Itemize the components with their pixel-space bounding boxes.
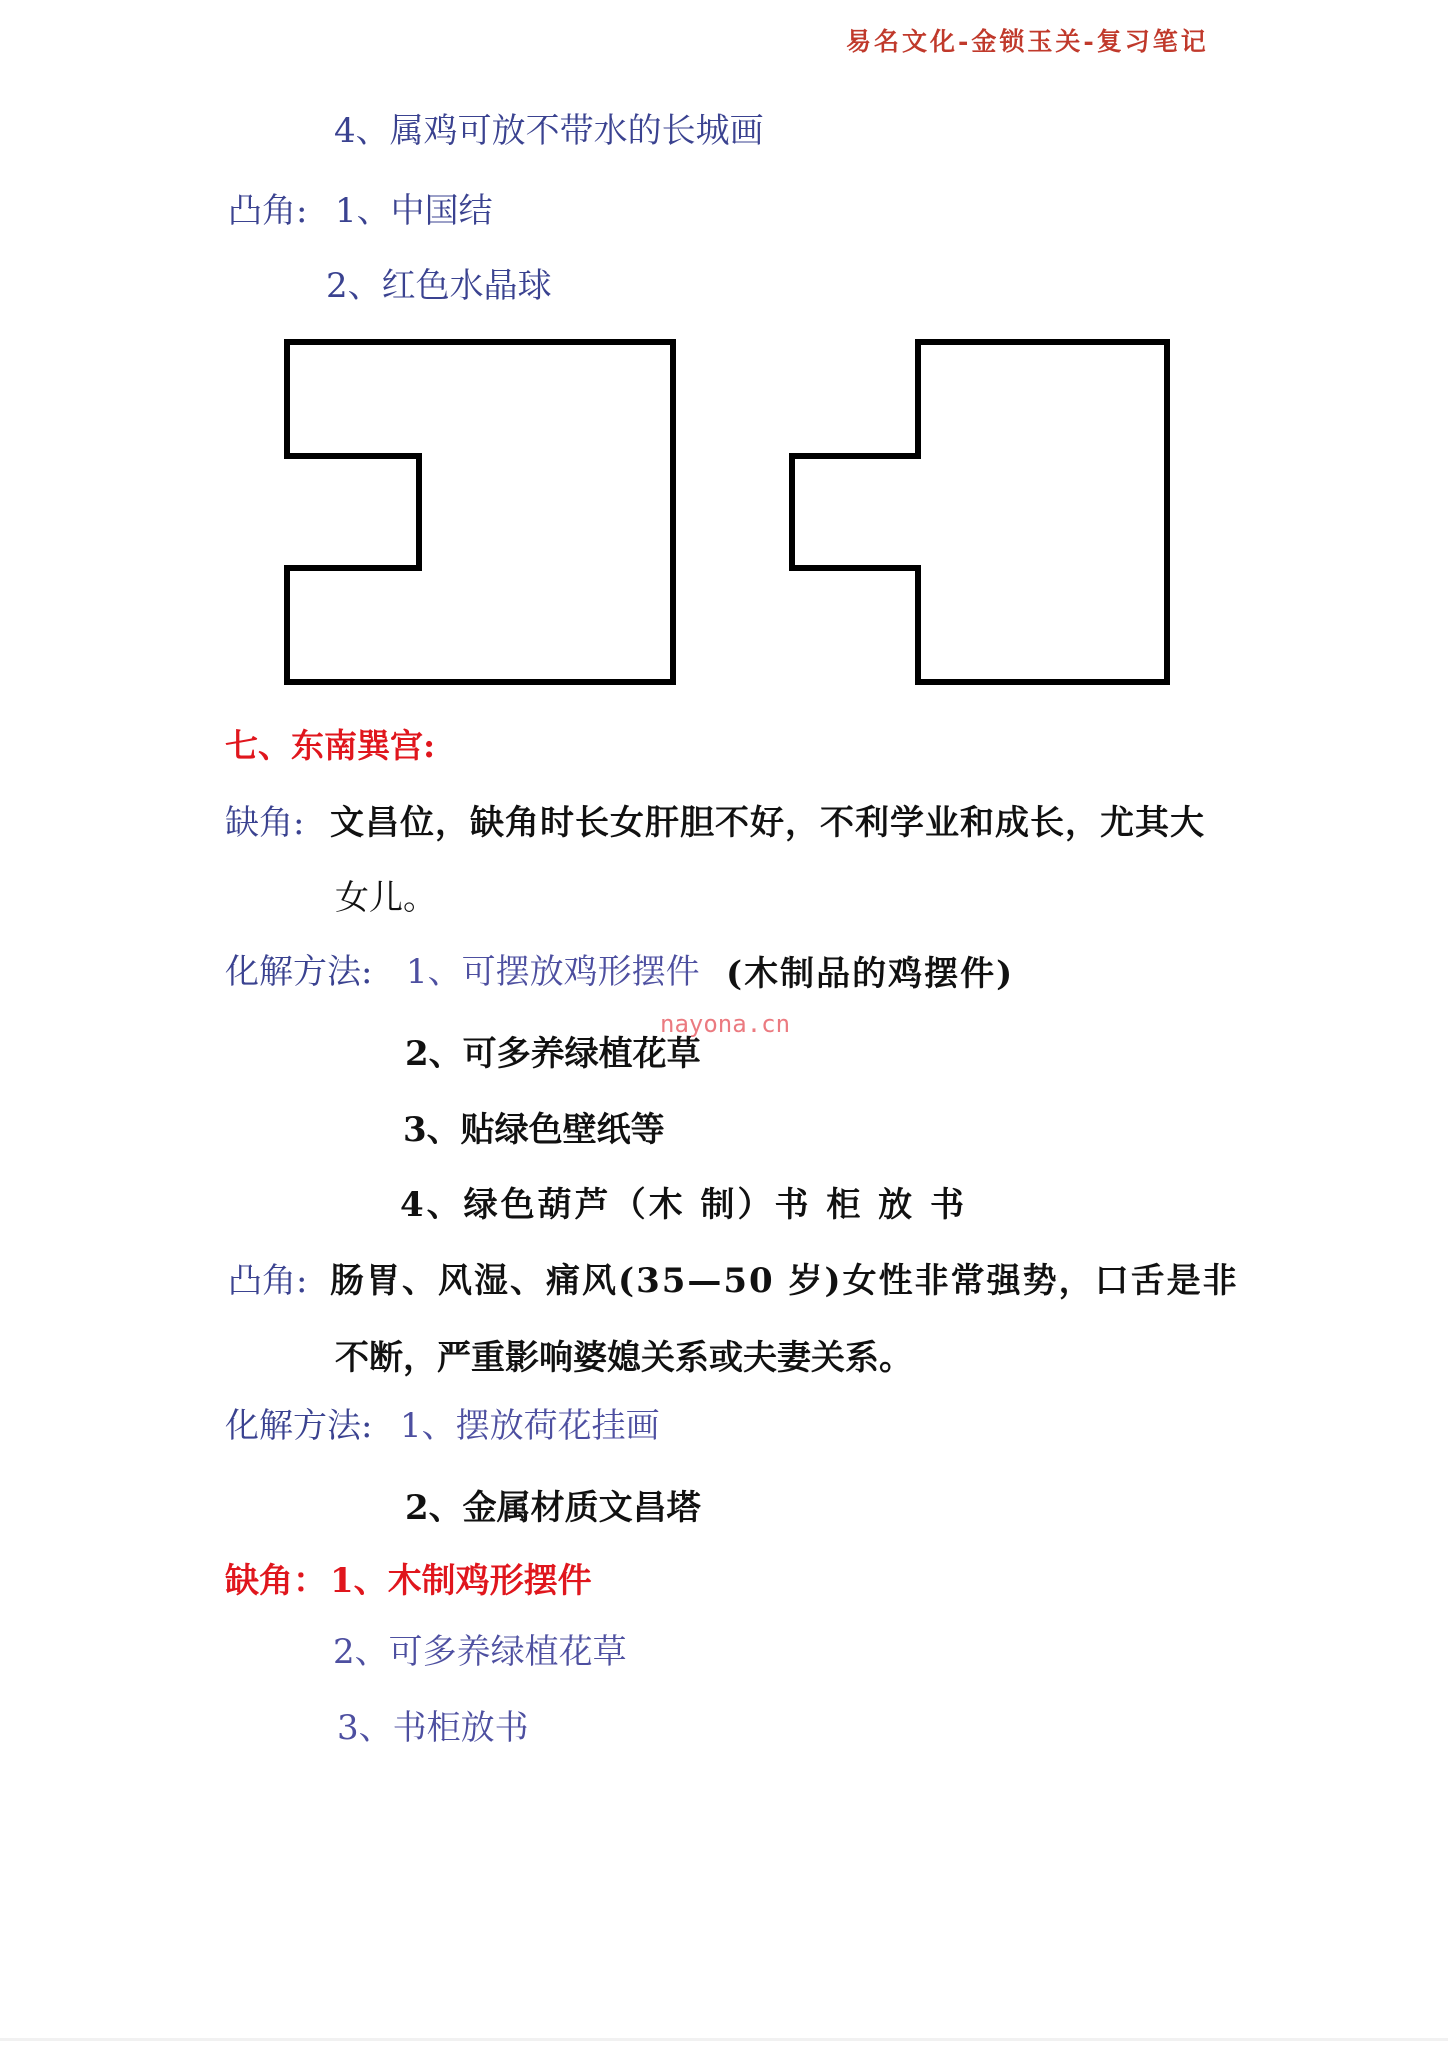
summary-3: 3、书柜放书	[337, 1708, 529, 1748]
remedy-label: 化解方法:	[225, 952, 373, 992]
page-header-title: 易名文化-金锁玉关-复习笔记	[846, 27, 1209, 56]
convex-remedy-label: 化解方法:	[225, 1406, 373, 1446]
summary-label: 缺角：	[225, 1561, 327, 1601]
convex-remedy-2: 2、金属材质文昌塔	[405, 1488, 701, 1528]
convex-item-1: 1、中国结	[335, 191, 493, 231]
convex-label-top: 凸角:	[228, 191, 308, 231]
convex-corner-diagram	[786, 335, 1176, 690]
missing-corner-diagram	[280, 335, 680, 690]
convex-text-line-2: 不断，严重影响婆媳关系或夫妻关系。	[335, 1338, 913, 1378]
summary-1: 1、木制鸡形摆件	[330, 1561, 592, 1601]
remedy-1-b: (木制品的鸡摆件)	[726, 954, 1015, 994]
missing-corner-outline	[287, 342, 673, 682]
convex-text-line-1: 肠胃、风湿、痛风(35—50 岁)女性非常强势，口舌是非	[330, 1261, 1239, 1301]
convex-label: 凸角:	[228, 1261, 308, 1301]
missing-text-line-2: 女儿。	[335, 878, 437, 918]
bottom-edge-line	[0, 2038, 1448, 2041]
section-7-heading: 七、东南巽宫:	[225, 726, 436, 765]
convex-item-2: 2、红色水晶球	[326, 266, 552, 306]
missing-text-line-1: 文昌位，缺角时长女肝胆不好，不利学业和成长，尤其大	[330, 803, 1205, 843]
convex-remedy-1: 1、摆放荷花挂画	[400, 1406, 660, 1446]
summary-2: 2、可多养绿植花草	[333, 1632, 627, 1672]
remedy-2: 2、可多养绿植花草	[405, 1034, 701, 1074]
remedy-3: 3、贴绿色壁纸等	[403, 1110, 665, 1150]
convex-corner-outline	[792, 342, 1167, 682]
watermark-text: nayona.cn	[660, 1010, 791, 1038]
missing-label: 缺角:	[225, 803, 305, 843]
top-item-4: 4、属鸡可放不带水的长城画	[334, 111, 764, 151]
remedy-4: 4、绿色葫芦（木 制）书 柜 放 书	[400, 1185, 968, 1225]
remedy-1-a: 1、可摆放鸡形摆件	[406, 952, 700, 992]
